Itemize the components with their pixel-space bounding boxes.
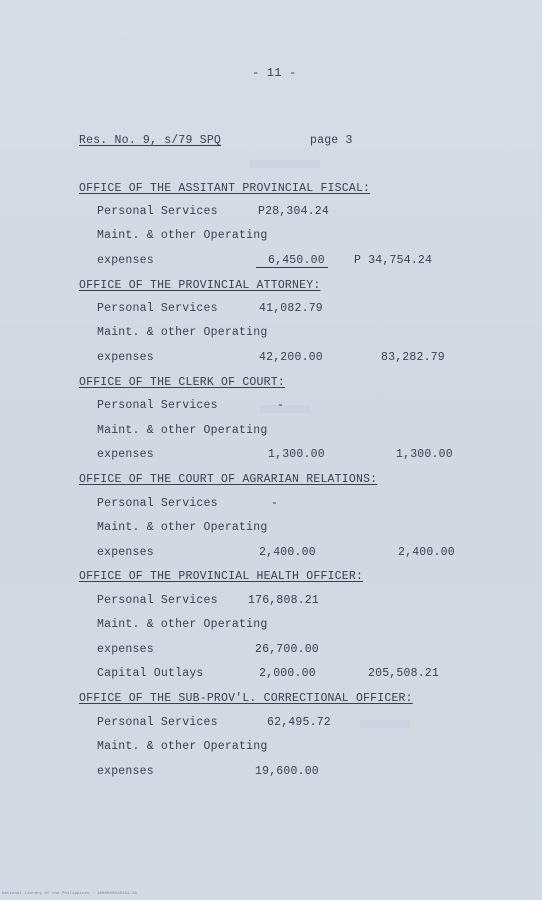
- row-amount: 2,000.00: [259, 667, 316, 680]
- section-title: OFFICE OF THE SUB-PROV'L. CORRECTIONAL OFFICER:: [79, 692, 413, 705]
- row-amount: 1,300.00: [268, 448, 325, 461]
- row-total: 1,300.00: [396, 448, 453, 461]
- row-amount: 2,400.00: [259, 546, 316, 559]
- row-label: Maint. & other Operating: [97, 618, 268, 631]
- row-total: 205,508.21: [368, 667, 440, 680]
- row-label: expenses: [97, 254, 154, 267]
- row-label: Personal Services: [97, 205, 218, 218]
- section-title: OFFICE OF THE CLERK OF COURT:: [79, 376, 285, 389]
- section-title: OFFICE OF THE ASSITANT PROVINCIAL FISCAL:: [79, 182, 371, 195]
- row-amount: 6,450.00: [268, 254, 325, 267]
- page-label: page 3: [310, 134, 353, 147]
- row-label: Personal Services: [97, 302, 218, 315]
- row-amount: -: [277, 399, 285, 412]
- row-label: Personal Services: [97, 716, 218, 729]
- row-amount: 19,600.00: [255, 765, 319, 778]
- row-amount: 62,495.72: [267, 716, 331, 729]
- archive-footer: National Library of the Philippines · 1000000010141-10: [2, 892, 138, 896]
- section-title: OFFICE OF THE PROVINCIAL HEALTH OFFICER:: [79, 570, 364, 583]
- bleed-through-mark: [250, 160, 320, 168]
- row-label: Personal Services: [97, 594, 218, 607]
- row-amount: P28,304.24: [258, 205, 330, 218]
- page-number: - 11 -: [252, 66, 297, 80]
- row-label: expenses: [97, 351, 154, 364]
- row-label: Capital Outlays: [97, 667, 204, 680]
- row-amount: 41,082.79: [259, 302, 323, 315]
- row-label: expenses: [97, 643, 154, 656]
- row-amount: 42,200.00: [259, 351, 323, 364]
- section-title: OFFICE OF THE PROVINCIAL ATTORNEY:: [79, 279, 321, 292]
- section-title: OFFICE OF THE COURT OF AGRARIAN RELATIONS:: [79, 473, 378, 486]
- row-label: Maint. & other Operating: [97, 229, 268, 242]
- row-label: Maint. & other Operating: [97, 521, 268, 534]
- row-label: expenses: [97, 546, 154, 559]
- row-label: Maint. & other Operating: [97, 424, 268, 437]
- row-label: expenses: [97, 765, 154, 778]
- row-total: P 34,754.24: [354, 254, 433, 267]
- resolution-number: Res. No. 9, s/79 SPQ: [79, 134, 222, 147]
- row-label: Maint. & other Operating: [97, 740, 268, 753]
- row-label: Maint. & other Operating: [97, 326, 268, 339]
- bleed-through-mark: [360, 720, 410, 728]
- row-amount: 26,700.00: [255, 643, 319, 656]
- row-label: expenses: [97, 448, 154, 461]
- row-label: Personal Services: [97, 497, 218, 510]
- row-total: 2,400.00: [398, 546, 455, 559]
- row-label: Personal Services: [97, 399, 218, 412]
- bleed-through-mark: [260, 405, 310, 413]
- amount-underline: [256, 267, 328, 268]
- row-amount: 176,808.21: [248, 594, 320, 607]
- row-amount: -: [271, 497, 279, 510]
- row-total: 83,282.79: [381, 351, 445, 364]
